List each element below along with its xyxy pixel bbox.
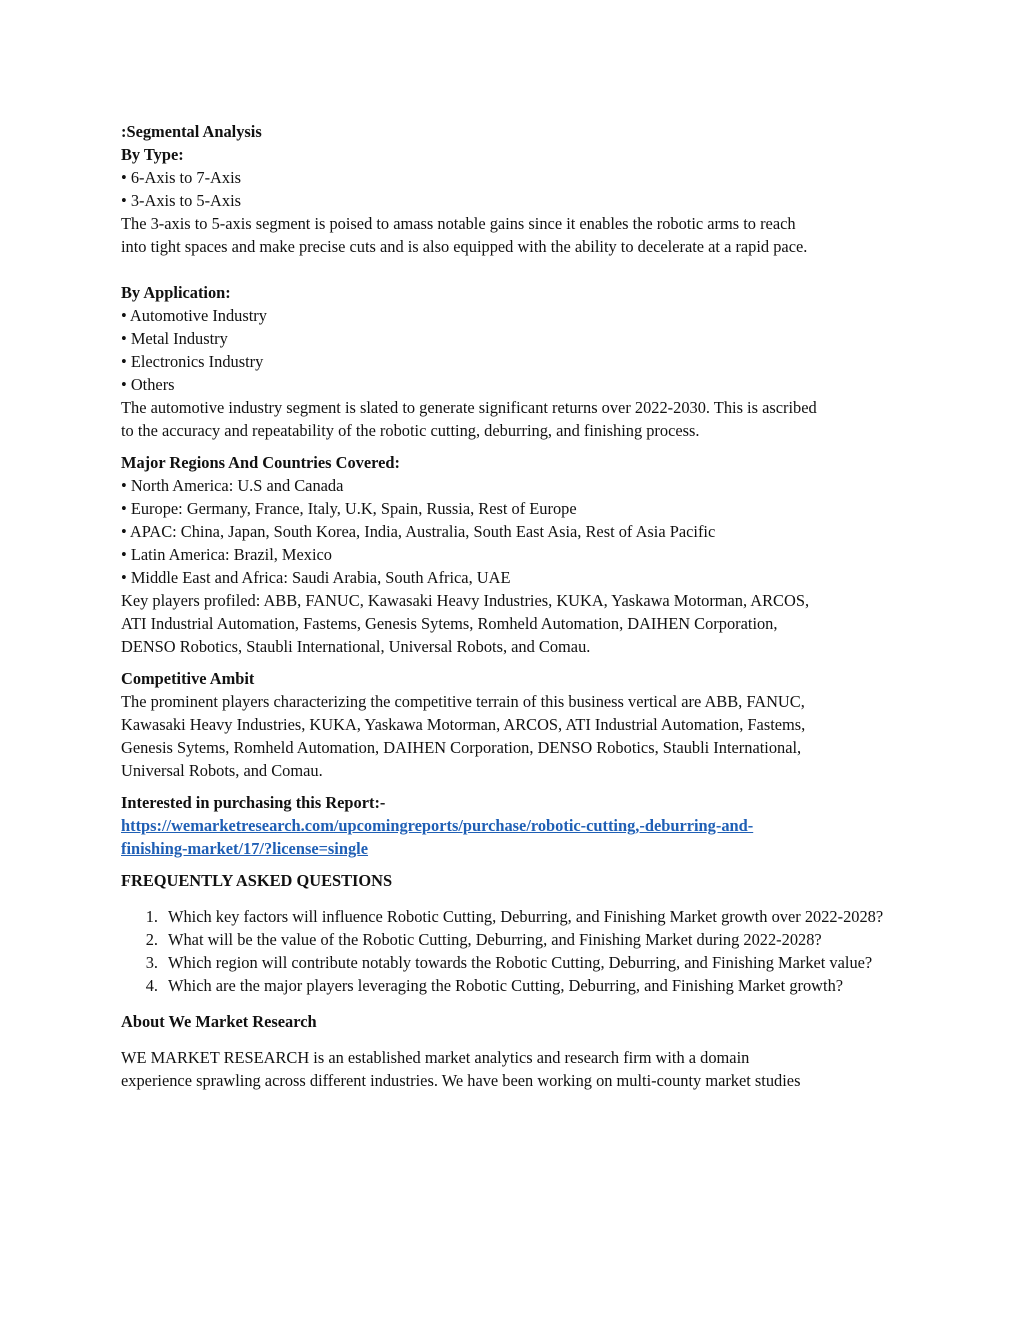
faq-item-number: 2. bbox=[145, 930, 158, 949]
purchase-link-line[interactable]: finishing-market/17/?license=single bbox=[121, 839, 369, 858]
by-application-heading: By Application: bbox=[121, 283, 231, 302]
application-paragraph-line: to the accuracy and repeatability of the robotic cutting, deburring, and finishing process. bbox=[121, 421, 700, 440]
key-players-line: ATI Industrial Automation, Fastems, Genesis Sytems, Romheld Automation, DAIHEN Corporation, bbox=[121, 614, 778, 633]
document-body bbox=[121, 120, 911, 1092]
faq-item bbox=[121, 974, 911, 997]
faq-item-number: 3. bbox=[145, 953, 158, 972]
competitive-ambit-heading: Competitive Ambit bbox=[121, 669, 255, 688]
application-item: • Others bbox=[121, 375, 175, 394]
segmental-analysis-heading: :Segmental Analysis bbox=[121, 122, 262, 141]
faq-item-number: 1. bbox=[145, 907, 158, 926]
about-heading: About We Market Research bbox=[121, 1012, 317, 1031]
key-players-line: DENSO Robotics, Staubli International, Universal Robots, and Comau. bbox=[121, 637, 591, 656]
type-paragraph-line: into tight spaces and make precise cuts and is also equipped with the ability to decelerate at a rapid pace. bbox=[121, 237, 808, 256]
faq-item-text: Which region will contribute notably towards the Robotic Cutting, Deburring, and Finishing Market value? bbox=[168, 953, 873, 972]
region-item: • North America: U.S and Canada bbox=[121, 476, 344, 495]
regions-heading: Major Regions And Countries Covered: bbox=[121, 453, 400, 472]
purchase-link[interactable] bbox=[121, 814, 911, 860]
type-item: • 3-Axis to 5-Axis bbox=[121, 191, 242, 210]
about-paragraph-line: experience sprawling across different industries. We have been working on multi-county market studies bbox=[121, 1071, 801, 1090]
region-item: • APAC: China, Japan, South Korea, India, Australia, South East Asia, Rest of Asia Pacific bbox=[121, 522, 716, 541]
faq-item-number: 4. bbox=[145, 976, 158, 995]
purchase-heading: Interested in purchasing this Report:- bbox=[121, 793, 386, 812]
faq-item bbox=[121, 951, 911, 974]
type-paragraph-line: The 3-axis to 5-axis segment is poised to amass notable gains since it enables the robotic arms to reach bbox=[121, 214, 796, 233]
faq-heading: FREQUENTLY ASKED QUESTIONS bbox=[121, 871, 393, 890]
faq-item-text: Which key factors will influence Robotic Cutting, Deburring, and Finishing Market growth over 2022-2028? bbox=[168, 907, 884, 926]
faq-list bbox=[121, 905, 911, 997]
region-item: • Europe: Germany, France, Italy, U.K, Spain, Russia, Rest of Europe bbox=[121, 499, 577, 518]
region-item: • Latin America: Brazil, Mexico bbox=[121, 545, 333, 564]
about-paragraph-line: WE MARKET RESEARCH is an established market analytics and research firm with a domain bbox=[121, 1048, 750, 1067]
faq-item bbox=[121, 928, 911, 951]
competitive-paragraph-line: Kawasaki Heavy Industries, KUKA, Yaskawa Motorman, ARCOS, ATI Industrial Automation, Fastems, bbox=[121, 715, 806, 734]
region-item: • Middle East and Africa: Saudi Arabia, South Africa, UAE bbox=[121, 568, 511, 587]
key-players-line: Key players profiled: ABB, FANUC, Kawasaki Heavy Industries, KUKA, Yaskawa Motorman, ARCOS, bbox=[121, 591, 810, 610]
faq-item-text: What will be the value of the Robotic Cutting, Deburring, and Finishing Market during 2022-2028? bbox=[168, 930, 822, 949]
purchase-link-line[interactable]: https://wemarketresearch.com/upcomingreports/purchase/robotic-cutting,-deburring-and- bbox=[121, 816, 754, 835]
competitive-paragraph-line: Universal Robots, and Comau. bbox=[121, 761, 323, 780]
application-paragraph-line: The automotive industry segment is slated to generate significant returns over 2022-2030. This is ascribed bbox=[121, 398, 817, 417]
faq-item-text: Which are the major players leveraging the Robotic Cutting, Deburring, and Finishing Market growth? bbox=[168, 976, 844, 995]
type-item: • 6-Axis to 7-Axis bbox=[121, 168, 242, 187]
by-type-heading: By Type: bbox=[121, 145, 184, 164]
faq-item bbox=[121, 905, 911, 928]
competitive-paragraph-line: Genesis Sytems, Romheld Automation, DAIHEN Corporation, DENSO Robotics, Staubli International, bbox=[121, 738, 802, 757]
application-item: • Metal Industry bbox=[121, 329, 228, 348]
application-item: • Electronics Industry bbox=[121, 352, 264, 371]
competitive-paragraph-line: The prominent players characterizing the competitive terrain of this business vertical are ABB, FANUC, bbox=[121, 692, 805, 711]
application-item: • Automotive Industry bbox=[121, 306, 267, 325]
